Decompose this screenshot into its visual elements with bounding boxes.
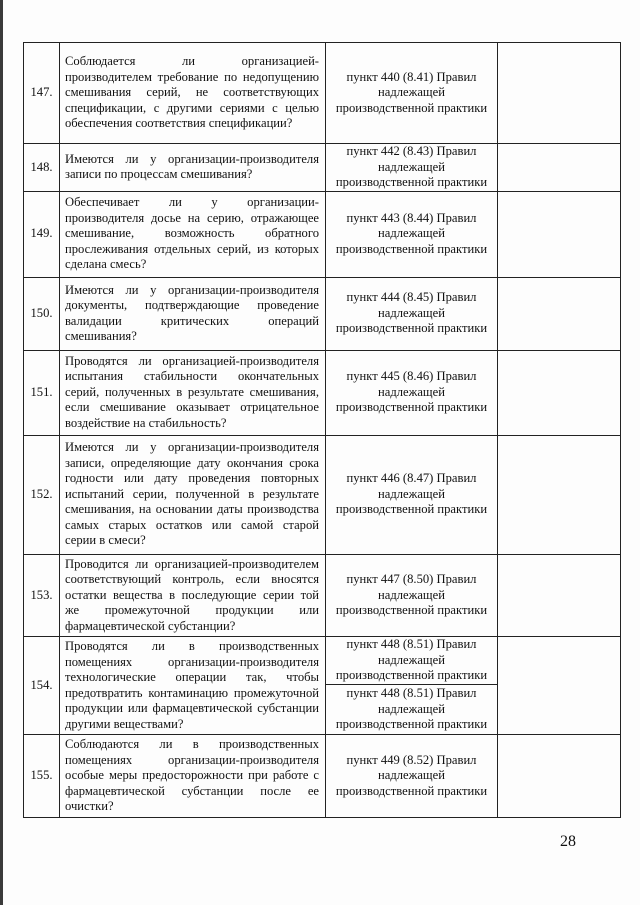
question-text: Имеются ли у организации-производителя записи, определяющие дату окончания срока годности или дату проведения повторных испытаний серии, полученной в результате смешивания, на основании даты производства самых старых остатков или самой старой серии в смеси? bbox=[60, 435, 326, 554]
question-text: Имеются ли у организации-производителя записи по процессам смешивания? bbox=[60, 144, 326, 192]
blank-cell bbox=[498, 144, 621, 192]
reference-text: пункт 446 (8.47) Правил надлежащей производственной практики bbox=[326, 435, 498, 554]
reference-text: пункт 448 (8.51) Правил надлежащей производственной практики bbox=[326, 637, 498, 685]
row-number: 149. bbox=[24, 191, 60, 277]
table-row bbox=[24, 637, 621, 685]
blank-cell bbox=[498, 350, 621, 435]
question-text: Имеются ли у организации-производителя документы, подтверждающие проведение валидации критических операций смешивания? bbox=[60, 277, 326, 350]
table-row bbox=[24, 43, 621, 144]
reference-text: пункт 442 (8.43) Правил надлежащей производственной практики bbox=[326, 144, 498, 192]
blank-cell bbox=[498, 43, 621, 144]
reference-text: пункт 440 (8.41) Правил надлежащей производственной практики bbox=[326, 43, 498, 144]
table-row bbox=[24, 735, 621, 818]
row-number: 148. bbox=[24, 144, 60, 192]
row-number: 155. bbox=[24, 735, 60, 818]
question-text: Соблюдается ли организацией-производителем требование по недопущению смешивания серий, не соответствующих спецификации, с другими сериями с целью обеспечения соответствия спецификации? bbox=[60, 43, 326, 144]
row-number: 147. bbox=[24, 43, 60, 144]
question-text: Проводится ли организацией-производителем соответствующий контроль, если вносятся остатки вещества в последующие серии той же промежуточной продукции или фармацевтической субстанции? bbox=[60, 554, 326, 637]
reference-text: пункт 445 (8.46) Правил надлежащей производственной практики bbox=[326, 350, 498, 435]
row-number: 150. bbox=[24, 277, 60, 350]
row-number: 151. bbox=[24, 350, 60, 435]
table-row bbox=[24, 144, 621, 192]
question-text: Обеспечивает ли у организации-производителя досье на серию, отражающее смешивание, возможность обратного прослеживания отдельных серий, из которых сделана смесь? bbox=[60, 191, 326, 277]
blank-cell bbox=[498, 554, 621, 637]
reference-text: пункт 444 (8.45) Правил надлежащей производственной практики bbox=[326, 277, 498, 350]
question-text: Проводятся ли в производственных помещениях организации-производителя технологические операции так, чтобы предотвратить контаминацию промежуточной продукции или фармацевтической субстанции другими веществами? bbox=[60, 637, 326, 735]
question-text: Проводятся ли организацией-производителя испытания стабильности окончательных серий, полученных в результате смешивания, если смешивание оказывает отрицательное воздействие на стабильность? bbox=[60, 350, 326, 435]
table-row bbox=[24, 350, 621, 435]
reference-text: пункт 443 (8.44) Правил надлежащей производственной практики bbox=[326, 191, 498, 277]
reference-text: пункт 449 (8.52) Правил надлежащей производственной практики bbox=[326, 735, 498, 818]
table-row bbox=[24, 191, 621, 277]
blank-cell bbox=[498, 435, 621, 554]
page-edge bbox=[0, 0, 3, 905]
page-number: 28 bbox=[560, 833, 576, 850]
table-row bbox=[24, 435, 621, 554]
reference-text-secondary: пункт 448 (8.51) Правил надлежащей производственной практики bbox=[326, 685, 498, 735]
blank-cell bbox=[498, 191, 621, 277]
table-row bbox=[24, 554, 621, 637]
reference-text: пункт 447 (8.50) Правил надлежащей производственной практики bbox=[326, 554, 498, 637]
blank-cell bbox=[498, 277, 621, 350]
row-number: 154. bbox=[24, 637, 60, 735]
row-number: 153. bbox=[24, 554, 60, 637]
row-number: 152. bbox=[24, 435, 60, 554]
table-row bbox=[24, 277, 621, 350]
checklist-table bbox=[23, 42, 621, 818]
blank-cell bbox=[498, 637, 621, 735]
blank-cell bbox=[498, 735, 621, 818]
question-text: Соблюдаются ли в производственных помещениях организации-производителя особые меры предосторожности при работе с фармацевтической субстанции после ее очистки? bbox=[60, 735, 326, 818]
